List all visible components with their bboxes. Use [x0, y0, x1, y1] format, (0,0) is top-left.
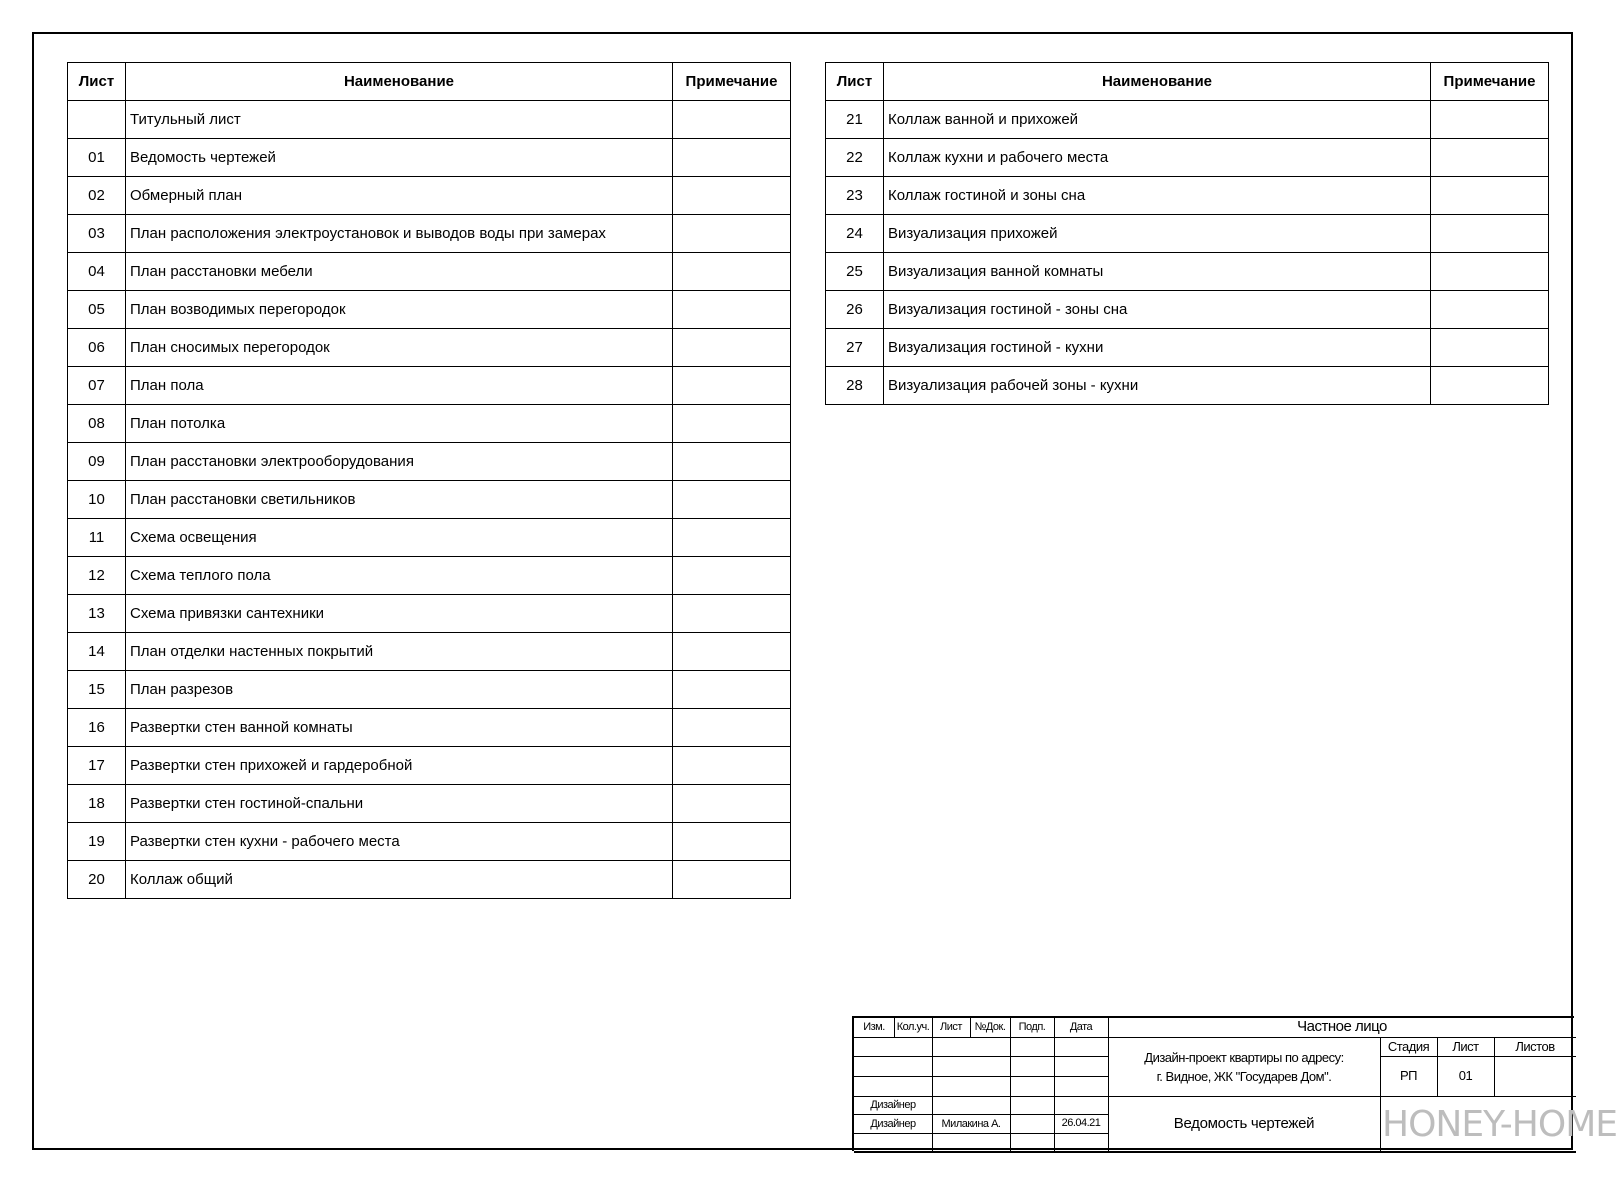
sheet-number-cell: 21 — [826, 101, 884, 139]
sheet-number-cell — [68, 101, 126, 139]
drawing-name-cell: Схема теплого пола — [126, 557, 673, 595]
table-row — [68, 747, 791, 785]
drawing-name-cell: Коллаж ванной и прихожей — [884, 101, 1431, 139]
drawing-name-cell: План потолка — [126, 405, 673, 443]
role-designer-1: Дизайнер — [870, 1099, 916, 1111]
table-row — [68, 139, 791, 177]
drawing-name-cell: Развертки стен прихожей и гардеробной — [126, 747, 673, 785]
table-row — [68, 557, 791, 595]
header-name: Наименование — [884, 63, 1431, 101]
header-sheet: Лист — [68, 63, 126, 101]
header-note: Примечание — [673, 63, 791, 101]
divider — [854, 1096, 1576, 1097]
drawing-name-cell: План расстановки электрооборудования — [126, 443, 673, 481]
stage-label: Стадия — [1387, 1039, 1430, 1054]
note-cell — [673, 177, 791, 215]
sheet-number-cell: 25 — [826, 253, 884, 291]
sign-date: 26.04.21 — [1061, 1117, 1101, 1129]
col-ndok-label: №Док. — [974, 1021, 1006, 1033]
sheet-number-cell: 13 — [68, 595, 126, 633]
drawing-name-cell: Коллаж кухни и рабочего места — [884, 139, 1431, 177]
drawings-table-right — [825, 62, 1549, 405]
drawing-name-cell: План возводимых перегородок — [126, 291, 673, 329]
table-row — [826, 101, 1549, 139]
sheet-number-cell: 02 — [68, 177, 126, 215]
drawing-name-cell: План сносимых перегородок — [126, 329, 673, 367]
table-row — [68, 329, 791, 367]
note-cell — [673, 633, 791, 671]
col-podp-label: Подп. — [1018, 1021, 1046, 1033]
divider — [854, 1151, 1576, 1153]
table-row — [68, 861, 791, 899]
sheet-number-cell: 12 — [68, 557, 126, 595]
sheet-number-cell: 05 — [68, 291, 126, 329]
divider — [854, 1037, 1576, 1038]
divider — [1380, 1037, 1381, 1153]
note-cell — [1431, 215, 1549, 253]
table-row — [826, 329, 1549, 367]
project-line-1: Дизайн-проект квартиры по адресу: — [1144, 1050, 1344, 1065]
header-sheet: Лист — [826, 63, 884, 101]
table-row — [68, 671, 791, 709]
note-cell — [673, 785, 791, 823]
drawing-name-cell: Визуализация ванной комнаты — [884, 253, 1431, 291]
drawing-name-cell: План расстановки светильников — [126, 481, 673, 519]
sheet-number-cell: 23 — [826, 177, 884, 215]
table-row — [68, 709, 791, 747]
sheet-title: Ведомость чертежей — [1173, 1115, 1315, 1132]
note-cell — [673, 709, 791, 747]
table-row — [68, 367, 791, 405]
drawing-name-cell: Визуализация прихожей — [884, 215, 1431, 253]
note-cell — [673, 215, 791, 253]
table-row — [826, 215, 1549, 253]
drawing-name-cell: План расстановки мебели — [126, 253, 673, 291]
drawing-name-cell: План отделки настенных покрытий — [126, 633, 673, 671]
note-cell — [1431, 329, 1549, 367]
drawing-name-cell: Визуализация гостиной - зоны сна — [884, 291, 1431, 329]
drawing-name-cell: Визуализация гостиной - кухни — [884, 329, 1431, 367]
title-block — [852, 1016, 1617, 1151]
sheet-number-cell: 22 — [826, 139, 884, 177]
drawing-name-cell: План разрезов — [126, 671, 673, 709]
note-cell — [673, 367, 791, 405]
note-cell — [673, 747, 791, 785]
table-row — [68, 253, 791, 291]
table-row — [826, 367, 1549, 405]
drawing-name-cell: Схема освещения — [126, 519, 673, 557]
note-cell — [673, 595, 791, 633]
note-cell — [673, 443, 791, 481]
drawing-name-cell: План пола — [126, 367, 673, 405]
table-row — [826, 253, 1549, 291]
note-cell — [673, 253, 791, 291]
drawing-name-cell: План расположения электроустановок и выводов воды при замерах — [126, 215, 673, 253]
table-row — [68, 595, 791, 633]
table-row — [826, 291, 1549, 329]
table-row — [826, 177, 1549, 215]
note-cell — [673, 481, 791, 519]
sheet-number-cell: 19 — [68, 823, 126, 861]
table-row — [68, 443, 791, 481]
note-cell — [673, 101, 791, 139]
note-cell — [673, 405, 791, 443]
drawing-name-cell: Визуализация рабочей зоны - кухни — [884, 367, 1431, 405]
divider — [854, 1056, 1108, 1057]
note-cell — [673, 557, 791, 595]
table-header-row — [68, 63, 791, 101]
sheet-number-cell: 06 — [68, 329, 126, 367]
note-cell — [1431, 253, 1549, 291]
note-cell — [673, 823, 791, 861]
sheet-number-cell: 11 — [68, 519, 126, 557]
drawing-name-cell: Схема привязки сантехники — [126, 595, 673, 633]
sheets-label: Листов — [1515, 1039, 1555, 1054]
note-cell — [673, 671, 791, 709]
note-cell — [673, 861, 791, 899]
sheet-number-cell: 04 — [68, 253, 126, 291]
col-list-label: Лист — [940, 1021, 962, 1033]
divider — [854, 1114, 1108, 1115]
designer-name: Милакина А. — [941, 1118, 1001, 1130]
table-row — [68, 177, 791, 215]
table-row — [68, 291, 791, 329]
sheet-number-cell: 09 — [68, 443, 126, 481]
note-cell — [1431, 101, 1549, 139]
note-cell — [1431, 367, 1549, 405]
table-row — [68, 823, 791, 861]
note-cell — [1431, 177, 1549, 215]
note-cell — [673, 519, 791, 557]
divider — [854, 1076, 1108, 1077]
drawing-name-cell: Титульный лист — [126, 101, 673, 139]
sheet-number-cell: 01 — [68, 139, 126, 177]
drawing-name-cell: Обмерный план — [126, 177, 673, 215]
sheet-number-cell: 15 — [68, 671, 126, 709]
note-cell — [1431, 291, 1549, 329]
table-row — [826, 139, 1549, 177]
sheet-number-cell: 08 — [68, 405, 126, 443]
table-row — [68, 633, 791, 671]
header-name: Наименование — [126, 63, 673, 101]
sheet-number-cell: 26 — [826, 291, 884, 329]
project-line-2: г. Видное, ЖК "Государев Дом". — [1156, 1069, 1332, 1084]
sheet-number-cell: 10 — [68, 481, 126, 519]
sheet-label: Лист — [1452, 1039, 1479, 1054]
drawing-name-cell: Коллаж общий — [126, 861, 673, 899]
table-row — [68, 785, 791, 823]
table-row — [68, 405, 791, 443]
stage-value: РП — [1399, 1068, 1417, 1083]
sheet-number-cell: 03 — [68, 215, 126, 253]
drawing-name-cell: Развертки стен гостиной-спальни — [126, 785, 673, 823]
divider — [1380, 1056, 1576, 1057]
table-row — [68, 481, 791, 519]
header-note: Примечание — [1431, 63, 1549, 101]
sheet-number-cell: 07 — [68, 367, 126, 405]
sheet-number-cell: 17 — [68, 747, 126, 785]
drawing-name-cell: Развертки стен кухни - рабочего места — [126, 823, 673, 861]
sheet-number-cell: 16 — [68, 709, 126, 747]
sheet-value: 01 — [1458, 1068, 1473, 1083]
role-designer-2: Дизайнер — [870, 1118, 916, 1130]
table-header-row — [826, 63, 1549, 101]
drawing-name-cell: Ведомость чертежей — [126, 139, 673, 177]
sheet-number-cell: 27 — [826, 329, 884, 367]
table-row — [68, 215, 791, 253]
note-cell — [1431, 139, 1549, 177]
sheet-number-cell: 28 — [826, 367, 884, 405]
company-logo: HONEY-HOME — [1382, 1104, 1617, 1145]
divider — [1108, 1018, 1109, 1153]
col-data-label: Дата — [1069, 1021, 1093, 1033]
col-izm-label: Изм. — [863, 1021, 885, 1033]
table-row — [68, 519, 791, 557]
drawings-table-left — [67, 62, 791, 899]
sheet-number-cell: 20 — [68, 861, 126, 899]
divider — [854, 1133, 1108, 1134]
sheet-number-cell: 24 — [826, 215, 884, 253]
note-cell — [673, 139, 791, 177]
col-kol-label: Кол.уч. — [896, 1021, 930, 1033]
customer-name: Частное лицо — [1297, 1018, 1387, 1035]
drawing-name-cell: Развертки стен ванной комнаты — [126, 709, 673, 747]
sheet-number-cell: 14 — [68, 633, 126, 671]
note-cell — [673, 329, 791, 367]
sheet-number-cell: 18 — [68, 785, 126, 823]
note-cell — [673, 291, 791, 329]
table-row — [68, 101, 791, 139]
drawing-name-cell: Коллаж гостиной и зоны сна — [884, 177, 1431, 215]
